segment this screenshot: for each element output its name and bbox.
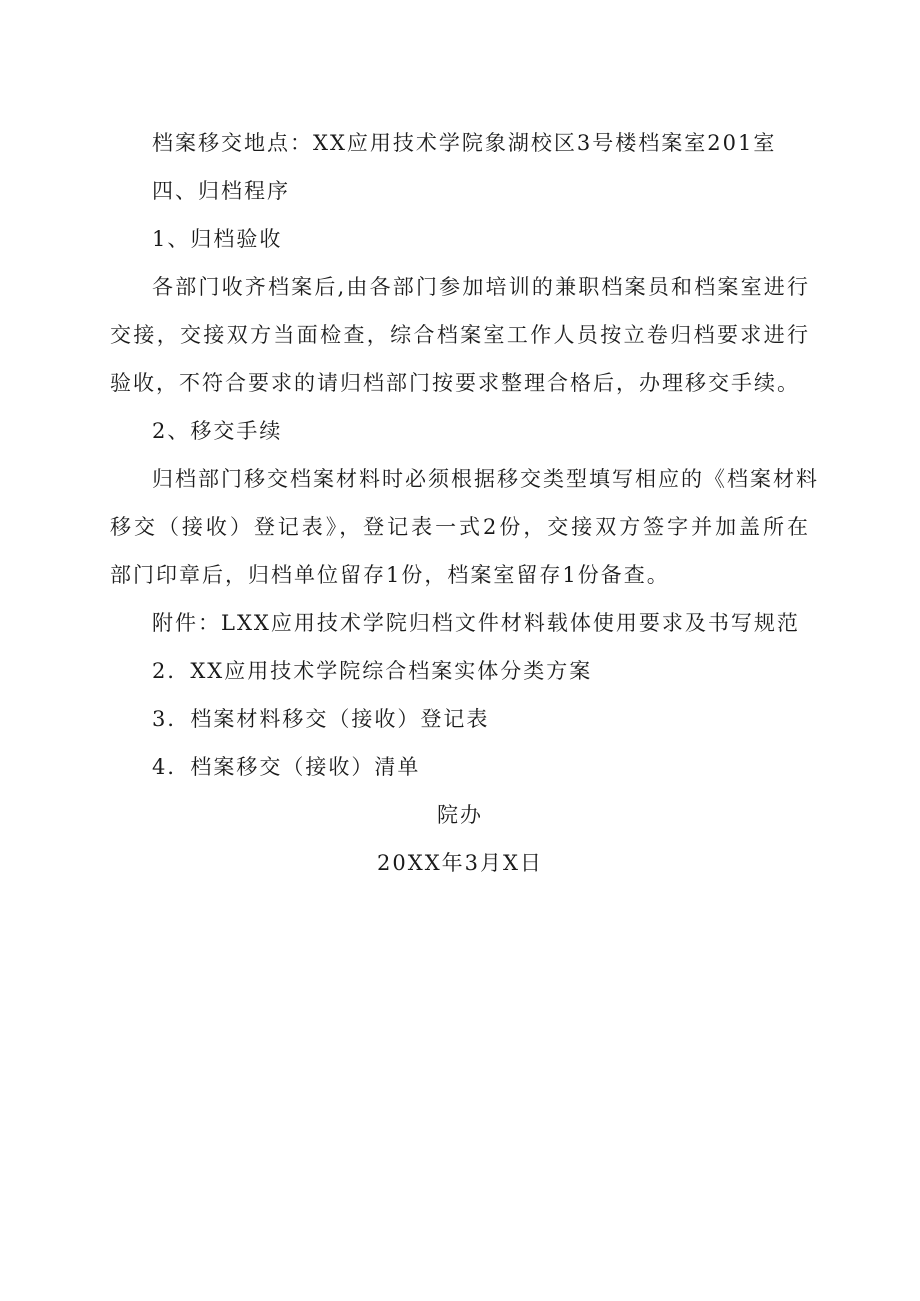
paragraph-line: 验收，不符合要求的请归档部门按要求整理合格后，办理移交手续。 <box>110 371 800 395</box>
paragraph-line: 归档部门移交档案材料时必须根据移交类型填写相应的《档案材料 <box>152 467 819 491</box>
paragraph-line: 各部门收齐档案后,由各部门参加培训的兼职档案员和档案室进行 <box>152 275 810 299</box>
date: 20XX年3月X日 <box>377 851 543 875</box>
paragraph-line: 部门印章后，归档单位留存1份，档案室留存1份备查。 <box>110 563 670 587</box>
paragraph-line: 移交（接收）登记表》，登记表一式2份，交接双方签字并加盖所在 <box>110 515 810 539</box>
paragraph-line: 交接，交接双方当面检查，综合档案室工作人员按立卷归档要求进行 <box>110 323 810 347</box>
location-line: 档案移交地点：XX应用技术学院象湖校区3号楼档案室201室 <box>152 131 777 155</box>
attachment-item: 附件：LXX应用技术学院归档文件材料载体使用要求及书写规范 <box>152 611 800 635</box>
attachment-item: 4．档案移交（接收）清单 <box>152 755 421 779</box>
subsection-heading-acceptance: 1、归档验收 <box>152 227 283 251</box>
signature: 院办 <box>437 803 483 827</box>
subsection-heading-transfer: 2、移交手续 <box>152 419 283 443</box>
attachment-item: 2．XX应用技术学院综合档案实体分类方案 <box>152 659 593 683</box>
attachment-item: 3．档案材料移交（接收）登记表 <box>152 707 490 731</box>
section-heading: 四、归档程序 <box>152 179 290 203</box>
